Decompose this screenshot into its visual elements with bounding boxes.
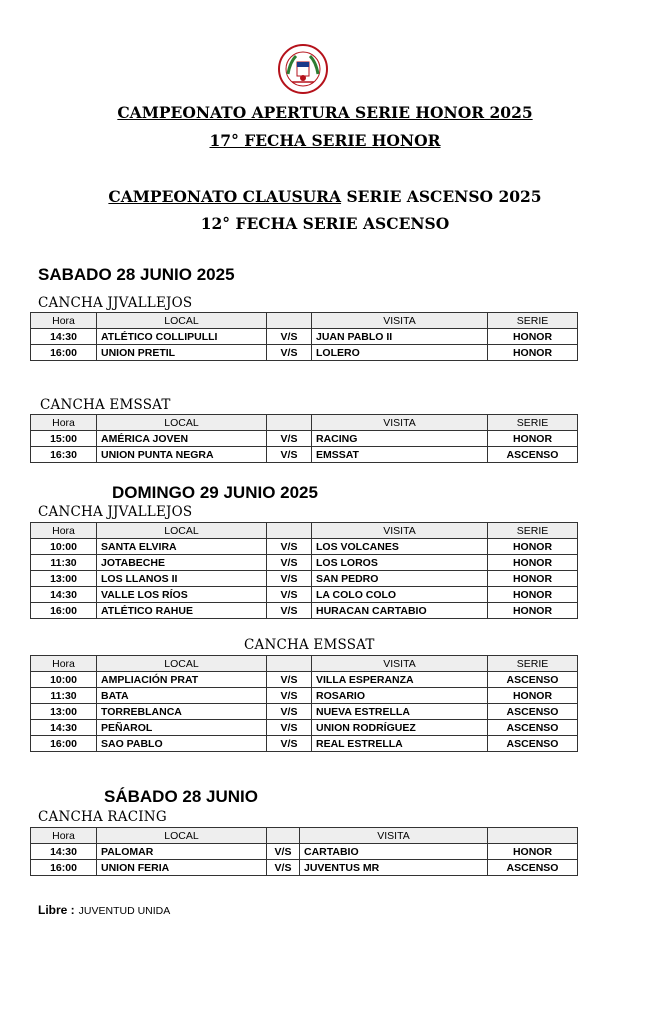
header-visita: VISITA [300,828,488,844]
cell-hora: 10:00 [31,539,97,555]
cell-hora: 14:30 [31,844,97,860]
header-serie: SERIE [488,523,578,539]
header-local: LOCAL [97,313,267,329]
header-hora: Hora [31,523,97,539]
header-serie: SERIE [488,656,578,672]
table-row [31,571,578,587]
day-heading-3: SÁBADO 28 JUNIO [104,787,258,806]
table-row [31,688,578,704]
table-row [31,539,578,555]
association-logo [278,44,328,94]
table-header-row [31,415,578,431]
cell-visita: RACING [312,431,488,447]
title-apertura: CAMPEONATO APERTURA SERIE HONOR 2025 [117,103,533,122]
cell-hora: 14:30 [31,587,97,603]
cell-hora: 16:30 [31,447,97,463]
title-clausura-underlined: CAMPEONATO CLAUSURA [108,187,342,206]
schedule-table [30,312,578,361]
cell-serie: HONOR [488,587,578,603]
header-vs [267,313,312,329]
cell-local: PEÑAROL [97,720,267,736]
cell-vs: V/S [267,844,300,860]
table-row [31,720,578,736]
table-row [31,844,578,860]
cell-hora: 14:30 [31,720,97,736]
cell-serie: ASCENSO [488,672,578,688]
cell-visita: CARTABIO [300,844,488,860]
title-fecha-ascenso: 12° FECHA SERIE ASCENSO [200,214,450,233]
cell-serie: HONOR [488,844,578,860]
table-row [31,447,578,463]
cell-local: UNION PUNTA NEGRA [97,447,267,463]
header-serie: SERIE [488,313,578,329]
cell-vs: V/S [267,603,312,619]
libre-team: JUVENTUD UNIDA [78,905,171,917]
cell-hora: 16:00 [31,603,97,619]
cell-local: BATA [97,688,267,704]
cell-local: LOS LLANOS II [97,571,267,587]
cell-visita: UNION RODRÍGUEZ [312,720,488,736]
header-hora: Hora [31,828,97,844]
cell-hora: 16:00 [31,860,97,876]
cell-local: UNION PRETIL [97,345,267,361]
cell-visita: HURACAN CARTABIO [312,603,488,619]
schedule-table [30,827,578,876]
venue-heading: CANCHA JJVALLEJOS [38,295,193,311]
header-local: LOCAL [97,523,267,539]
cell-visita: LA COLO COLO [312,587,488,603]
cell-local: SANTA ELVIRA [97,539,267,555]
cell-vs: V/S [267,720,312,736]
header-visita: VISITA [312,656,488,672]
table-header-row [31,656,578,672]
schedule-table [30,522,578,619]
header-vs [267,523,312,539]
cell-hora: 14:30 [31,329,97,345]
cell-local: ATLÉTICO RAHUE [97,603,267,619]
cell-hora: 10:00 [31,672,97,688]
cell-vs: V/S [267,672,312,688]
day-heading-1: SABADO 28 JUNIO 2025 [38,265,235,284]
table-row [31,431,578,447]
table-row [31,672,578,688]
cell-visita: SAN PEDRO [312,571,488,587]
header-visita: VISITA [312,313,488,329]
cell-vs: V/S [267,571,312,587]
cell-serie: HONOR [488,329,578,345]
cell-visita: REAL ESTRELLA [312,736,488,752]
libre-note [38,903,170,917]
cell-visita: JUVENTUS MR [300,860,488,876]
table-row [31,555,578,571]
cell-hora: 11:30 [31,688,97,704]
header-hora: Hora [31,656,97,672]
header-visita: VISITA [312,415,488,431]
venue-heading: CANCHA EMSSAT [40,397,171,413]
cell-hora: 16:00 [31,345,97,361]
cell-serie: ASCENSO [488,736,578,752]
table-row [31,860,578,876]
header-local: LOCAL [97,828,267,844]
cell-visita: EMSSAT [312,447,488,463]
cell-local: AMÉRICA JOVEN [97,431,267,447]
cell-vs: V/S [267,860,300,876]
venue-heading: CANCHA EMSSAT [244,637,375,653]
cell-serie: ASCENSO [488,860,578,876]
header-vs [267,828,300,844]
cell-visita: LOS VOLCANES [312,539,488,555]
cell-serie: ASCENSO [488,704,578,720]
header-hora: Hora [31,415,97,431]
schedule-table [30,655,578,752]
header-local: LOCAL [97,415,267,431]
cell-visita: LOS LOROS [312,555,488,571]
cell-visita: LOLERO [312,345,488,361]
cell-local: ATLÉTICO COLLIPULLI [97,329,267,345]
cell-serie: ASCENSO [488,447,578,463]
cell-vs: V/S [267,539,312,555]
cell-local: PALOMAR [97,844,267,860]
cell-visita: VILLA ESPERANZA [312,672,488,688]
cell-local: AMPLIACIÓN PRAT [97,672,267,688]
title-fecha-honor: 17° FECHA SERIE HONOR [209,131,441,150]
cell-hora: 13:00 [31,704,97,720]
cell-visita: NUEVA ESTRELLA [312,704,488,720]
cell-serie: HONOR [488,539,578,555]
cell-vs: V/S [267,736,312,752]
table-header-row [31,313,578,329]
table-row [31,345,578,361]
header-hora: Hora [31,313,97,329]
table-row [31,603,578,619]
cell-vs: V/S [267,587,312,603]
title-clausura [0,187,650,206]
cell-hora: 13:00 [31,571,97,587]
cell-serie: ASCENSO [488,720,578,736]
title-clausura-rest: SERIE ASCENSO 2025 [341,187,542,206]
cell-visita: ROSARIO [312,688,488,704]
cell-serie: HONOR [488,688,578,704]
table-row [31,587,578,603]
cell-hora: 16:00 [31,736,97,752]
cell-visita: JUAN PABLO II [312,329,488,345]
table-row [31,704,578,720]
cell-vs: V/S [267,555,312,571]
header-vs [267,656,312,672]
header-serie: SERIE [488,415,578,431]
day-heading-2: DOMINGO 29 JUNIO 2025 [112,483,318,502]
cell-local: JOTABECHE [97,555,267,571]
cell-local: TORREBLANCA [97,704,267,720]
cell-local: SAO PABLO [97,736,267,752]
cell-serie: HONOR [488,345,578,361]
cell-vs: V/S [267,345,312,361]
venue-heading: CANCHA JJVALLEJOS [38,504,193,520]
cell-serie: HONOR [488,431,578,447]
cell-vs: V/S [267,431,312,447]
schedule-table [30,414,578,463]
cell-serie: HONOR [488,555,578,571]
table-header-row [31,523,578,539]
cell-serie: HONOR [488,603,578,619]
cell-vs: V/S [267,704,312,720]
table-row [31,329,578,345]
cell-local: VALLE LOS RÍOS [97,587,267,603]
cell-vs: V/S [267,329,312,345]
table-header-row [31,828,578,844]
header-local: LOCAL [97,656,267,672]
libre-label: Libre : [38,903,75,917]
header-visita: VISITA [312,523,488,539]
cell-hora: 11:30 [31,555,97,571]
header-vs [267,415,312,431]
table-row [31,736,578,752]
cell-hora: 15:00 [31,431,97,447]
header-serie-empty [488,828,578,844]
venue-heading: CANCHA RACING [38,809,167,825]
cell-vs: V/S [267,688,312,704]
cell-vs: V/S [267,447,312,463]
cell-local: UNION FERIA [97,860,267,876]
cell-serie: HONOR [488,571,578,587]
